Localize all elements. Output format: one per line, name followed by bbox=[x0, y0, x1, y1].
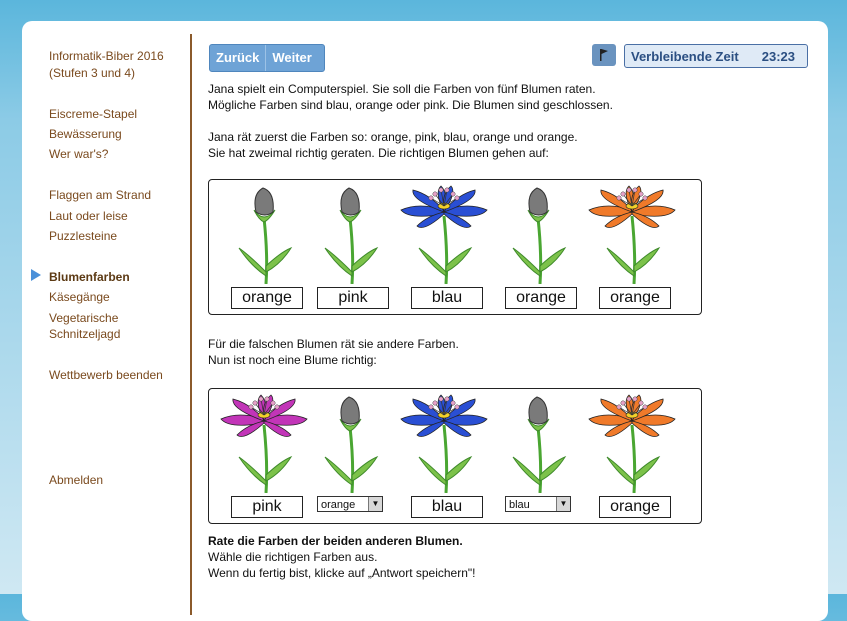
middle-line: Für die falschen Blumen rät sie andere Farben. bbox=[208, 337, 459, 351]
middle-line: Nun ist noch eine Blume richtig: bbox=[208, 353, 377, 367]
spacer bbox=[208, 113, 808, 129]
end-contest-link[interactable]: Wettbewerb beenden bbox=[49, 368, 163, 382]
sidebar-item-blumenfarben[interactable]: Blumenfarben bbox=[49, 270, 130, 284]
flowers-panel-1 bbox=[208, 179, 702, 315]
closed-flower bbox=[493, 180, 583, 314]
closed-flower bbox=[305, 389, 395, 523]
flower-icon bbox=[399, 180, 489, 284]
task-heading: Rate die Farben der beiden anderen Blumen. bbox=[208, 534, 463, 548]
closed-flower bbox=[219, 180, 309, 314]
color-select-value: blau bbox=[509, 499, 530, 511]
intro-line: Jana spielt ein Computerspiel. Sie soll die Farben von fünf Blumen raten. bbox=[208, 82, 596, 96]
flower-icon bbox=[399, 389, 489, 493]
sidebar-item-wer-wars[interactable]: Wer war's? bbox=[49, 147, 109, 161]
color-select-value: orange bbox=[321, 499, 356, 511]
open-flower bbox=[399, 389, 489, 523]
closed-flower bbox=[305, 180, 395, 314]
flower-icon bbox=[587, 180, 677, 284]
intro-line: Sie hat zweimal richtig geraten. Die richtigen Blumen gehen auf: bbox=[208, 146, 549, 160]
logout-link[interactable]: Abmelden bbox=[49, 473, 104, 487]
flowers-panel-2 bbox=[208, 388, 702, 524]
bud-icon bbox=[493, 389, 583, 493]
color-select[interactable] bbox=[505, 496, 571, 512]
sidebar-item-flaggen[interactable]: Flaggen am Strand bbox=[49, 188, 152, 202]
remaining-time bbox=[624, 44, 808, 68]
color-label: orange bbox=[599, 496, 671, 518]
color-label: orange bbox=[505, 287, 577, 309]
intro-text bbox=[208, 81, 808, 161]
middle-text bbox=[208, 336, 808, 368]
open-flower bbox=[399, 180, 489, 314]
sidebar-item-bewaesserung[interactable]: Bewässerung bbox=[49, 127, 122, 141]
current-task-arrow-icon bbox=[31, 269, 41, 281]
bud-icon bbox=[493, 180, 583, 284]
back-button[interactable]: Zurück bbox=[216, 50, 260, 65]
bud-icon bbox=[305, 180, 395, 284]
intro-line: Mögliche Farben sind blau, orange oder pink. Die Blumen sind geschlossen. bbox=[208, 98, 613, 112]
task-line: Wähle die richtigen Farben aus. bbox=[208, 550, 378, 564]
sidebar-item-kaesegaenge[interactable]: Käsegänge bbox=[49, 290, 110, 304]
sidebar-divider bbox=[190, 34, 192, 615]
flag-button[interactable] bbox=[592, 44, 616, 66]
timer-value: 23:23 bbox=[761, 48, 795, 64]
color-label: orange bbox=[231, 287, 303, 309]
bud-icon bbox=[219, 180, 309, 284]
sidebar-item-puzzle[interactable]: Puzzlesteine bbox=[49, 229, 118, 243]
sidebar-item-eiscreme[interactable]: Eiscreme-Stapel bbox=[49, 107, 138, 121]
task-text bbox=[208, 533, 808, 581]
closed-flower bbox=[493, 389, 583, 523]
flower-icon bbox=[219, 389, 309, 493]
main-card bbox=[22, 21, 828, 621]
open-flower bbox=[587, 180, 677, 314]
nav-buttons bbox=[209, 44, 325, 72]
color-label: blau bbox=[411, 287, 483, 309]
sidebar-item-laut[interactable]: Laut oder leise bbox=[49, 209, 128, 223]
intro-line: Jana rät zuerst die Farben so: orange, pink, blau, orange und orange. bbox=[208, 130, 578, 144]
bud-icon bbox=[305, 389, 395, 493]
task-line: Wenn du fertig bist, klicke auf „Antwort speichern"! bbox=[208, 566, 476, 580]
chevron-down-icon[interactable]: ▼ bbox=[368, 497, 382, 511]
flag-icon bbox=[598, 48, 610, 62]
chevron-down-icon[interactable]: ▼ bbox=[556, 497, 570, 511]
color-label: pink bbox=[231, 496, 303, 518]
open-flower bbox=[587, 389, 677, 523]
flower-icon bbox=[587, 389, 677, 493]
sidebar-item-vegetarische[interactable]: Vegetarische bbox=[49, 311, 119, 325]
contest-subtitle: (Stufen 3 und 4) bbox=[49, 66, 136, 80]
color-label: orange bbox=[599, 287, 671, 309]
contest-title: Informatik-Biber 2016 bbox=[49, 49, 164, 63]
color-label: blau bbox=[411, 496, 483, 518]
color-select[interactable] bbox=[317, 496, 383, 512]
open-flower bbox=[219, 389, 309, 523]
sidebar bbox=[22, 21, 190, 615]
sidebar-item-schnitzeljagd[interactable]: Schnitzeljagd bbox=[49, 327, 121, 341]
next-button[interactable]: Weiter bbox=[272, 50, 312, 65]
timer-label: Verbleibende Zeit bbox=[631, 48, 739, 64]
color-label: pink bbox=[317, 287, 389, 309]
